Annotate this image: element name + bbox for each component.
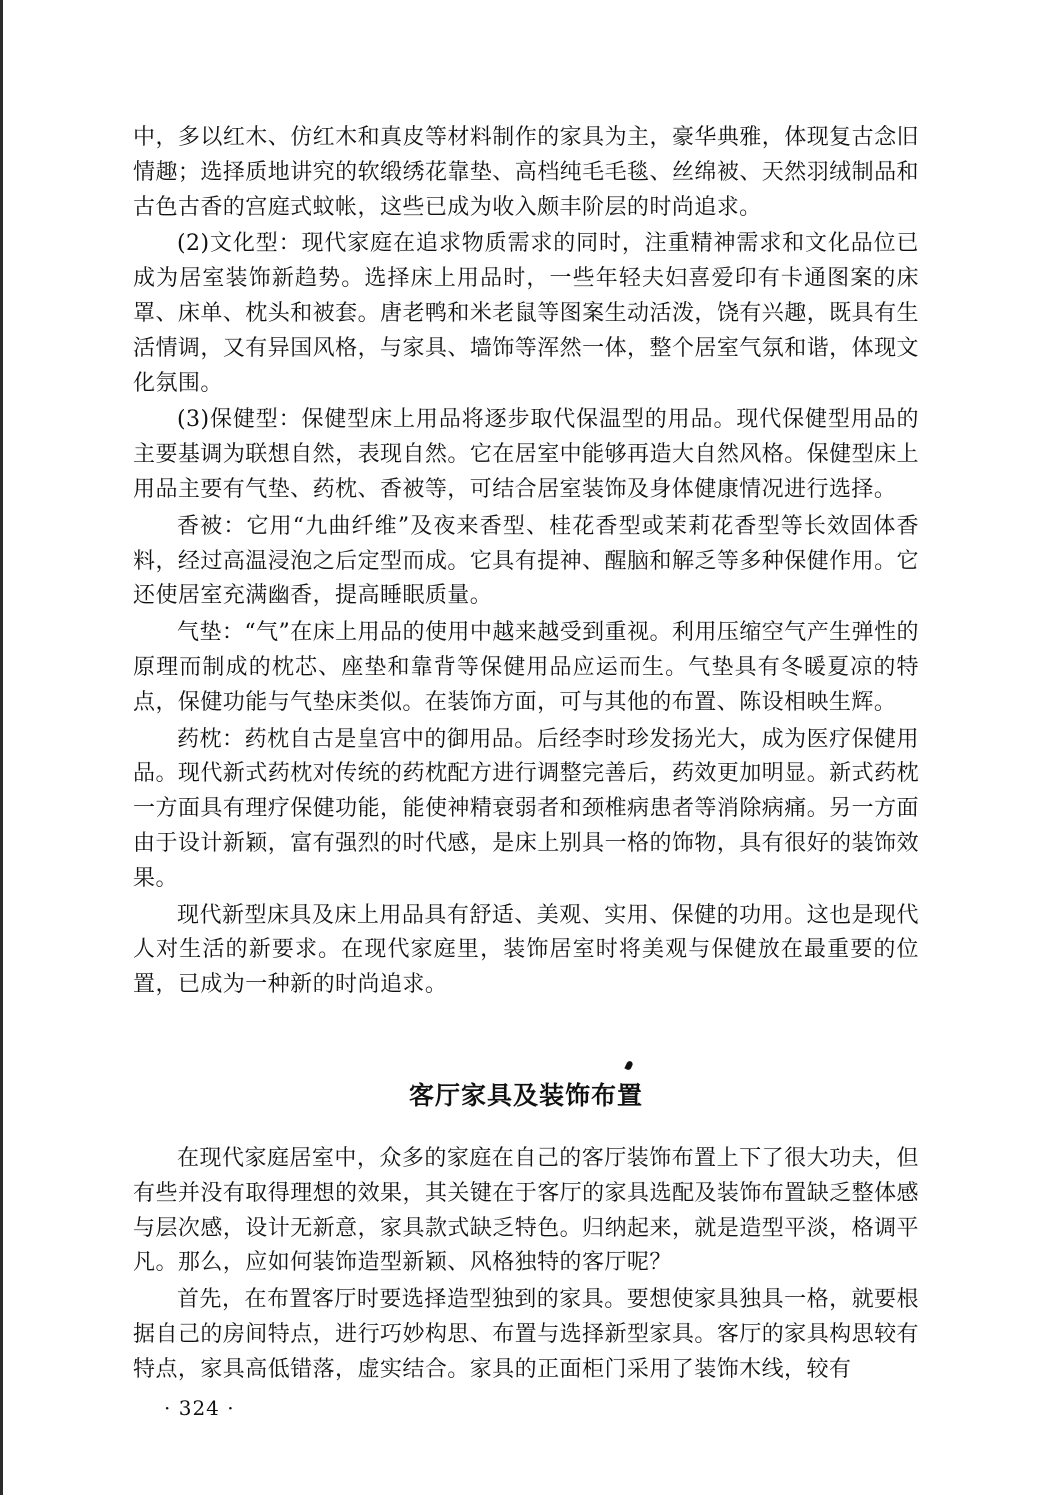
section-title: 客厅家具及装饰布置: [408, 1081, 643, 1110]
page-number: · 324 ·: [164, 1396, 235, 1420]
paragraph-summary: 现代新型床具及床上用品具有舒适、美观、实用、保健的功用。这也是现代人对生活的新要求。在现代家庭里，装饰居室时将美观与保健放在最重要的位置，已成为一种新的时尚追求。: [133, 902, 919, 998]
scan-left-edge: [0, 0, 3, 1495]
paragraph-scented-quilt: 香被：它用“九曲纤维”及夜来香型、桂花香型或茉莉花香型等长效固体香料，经过高温浸泡之后定型而成。它具有提神、醒脑和解乏等多种保健作用。它还使居室充满幽香，提高睡眠质量。: [133, 513, 919, 609]
paragraph-medicinal-pillow: 药枕：药枕自古是皇宫中的御用品。后经李时珍发扬光大，成为医疗保健用品。现代新式药枕对传统的药枕配方进行调整完善后，药效更加明显。新式药枕一方面具有理疗保健功能，能使神精衰弱者和颈椎病患者等消除病痛。另一方面由于设计新颖，富有强烈的时代感，是床上别具一格的饰物，具有很好的装饰效果。: [133, 726, 919, 891]
section-body: [133, 1142, 919, 1390]
paragraph-continued: 中，多以红木、仿红木和真皮等材料制作的家具为主，豪华典雅，体现复古念旧情趣；选择质地讲究的软缎绣花靠垫、高档纯毛毛毯、丝绵被、天然羽绒制品和古色古香的宫庭式蚊帐，这些已成为收入颇丰阶层的时尚追求。: [133, 125, 919, 220]
paragraph-health-type: (3)保健型：保健型床上用品将逐步取代保温型的用品。现代保健型用品的主要基调为联想自然，表现自然。它在居室中能够再造大自然风格。保健型床上用品主要有气垫、药枕、香被等，可结合居室装饰及身体健康情况进行选择。: [133, 407, 919, 502]
page-body: [133, 121, 919, 1005]
paragraph-air-cushion: 气垫：“气”在床上用品的使用中越来越受到重视。利用压缩空气产生弹性的原理而制成的枕芯、座垫和靠背等保健用品应运而生。气垫具有冬暖夏凉的特点，保健功能与气垫床类似。在装饰方面，可与其他的布置、陈设相映生辉。: [133, 620, 919, 715]
paragraph-furniture-selection: 首先，在布置客厅时要选择造型独到的家具。要想使家具独具一格，就要根据自己的房间特点，进行巧妙构思、布置与选择新型家具。客厅的家具构思较有特点，家具高低错落，虚实结合。家具的正面柜门采用了装饰木线，较有: [133, 1287, 919, 1382]
paragraph-living-room-intro: 在现代家庭居室中，众多的家庭在自己的客厅装饰布置上下了很大功夫，但有些并没有取得理想的效果，其关键在于客厅的家具选配及装饰布置缺乏整体感与层次感，设计无新意，家具款式缺乏特色。归纳起来，就是造型平淡，格调平凡。那么，应如何装饰造型新颖、风格独特的客厅呢？: [133, 1146, 919, 1276]
scan-ink-mark: [624, 1060, 633, 1071]
paragraph-cultural-type: (2)文化型：现代家庭在追求物质需求的同时，注重精神需求和文化品位已成为居室装饰新趋势。选择床上用品时，一些年轻夫妇喜爱印有卡通图案的床罩、床单、枕头和被套。唐老鸭和米老鼠等图案生动活泼，饶有兴趣，既具有生活情调，又有异国风格，与家具、墙饰等浑然一体，整个居室气氛和谐，体现文化氛围。: [133, 231, 919, 396]
